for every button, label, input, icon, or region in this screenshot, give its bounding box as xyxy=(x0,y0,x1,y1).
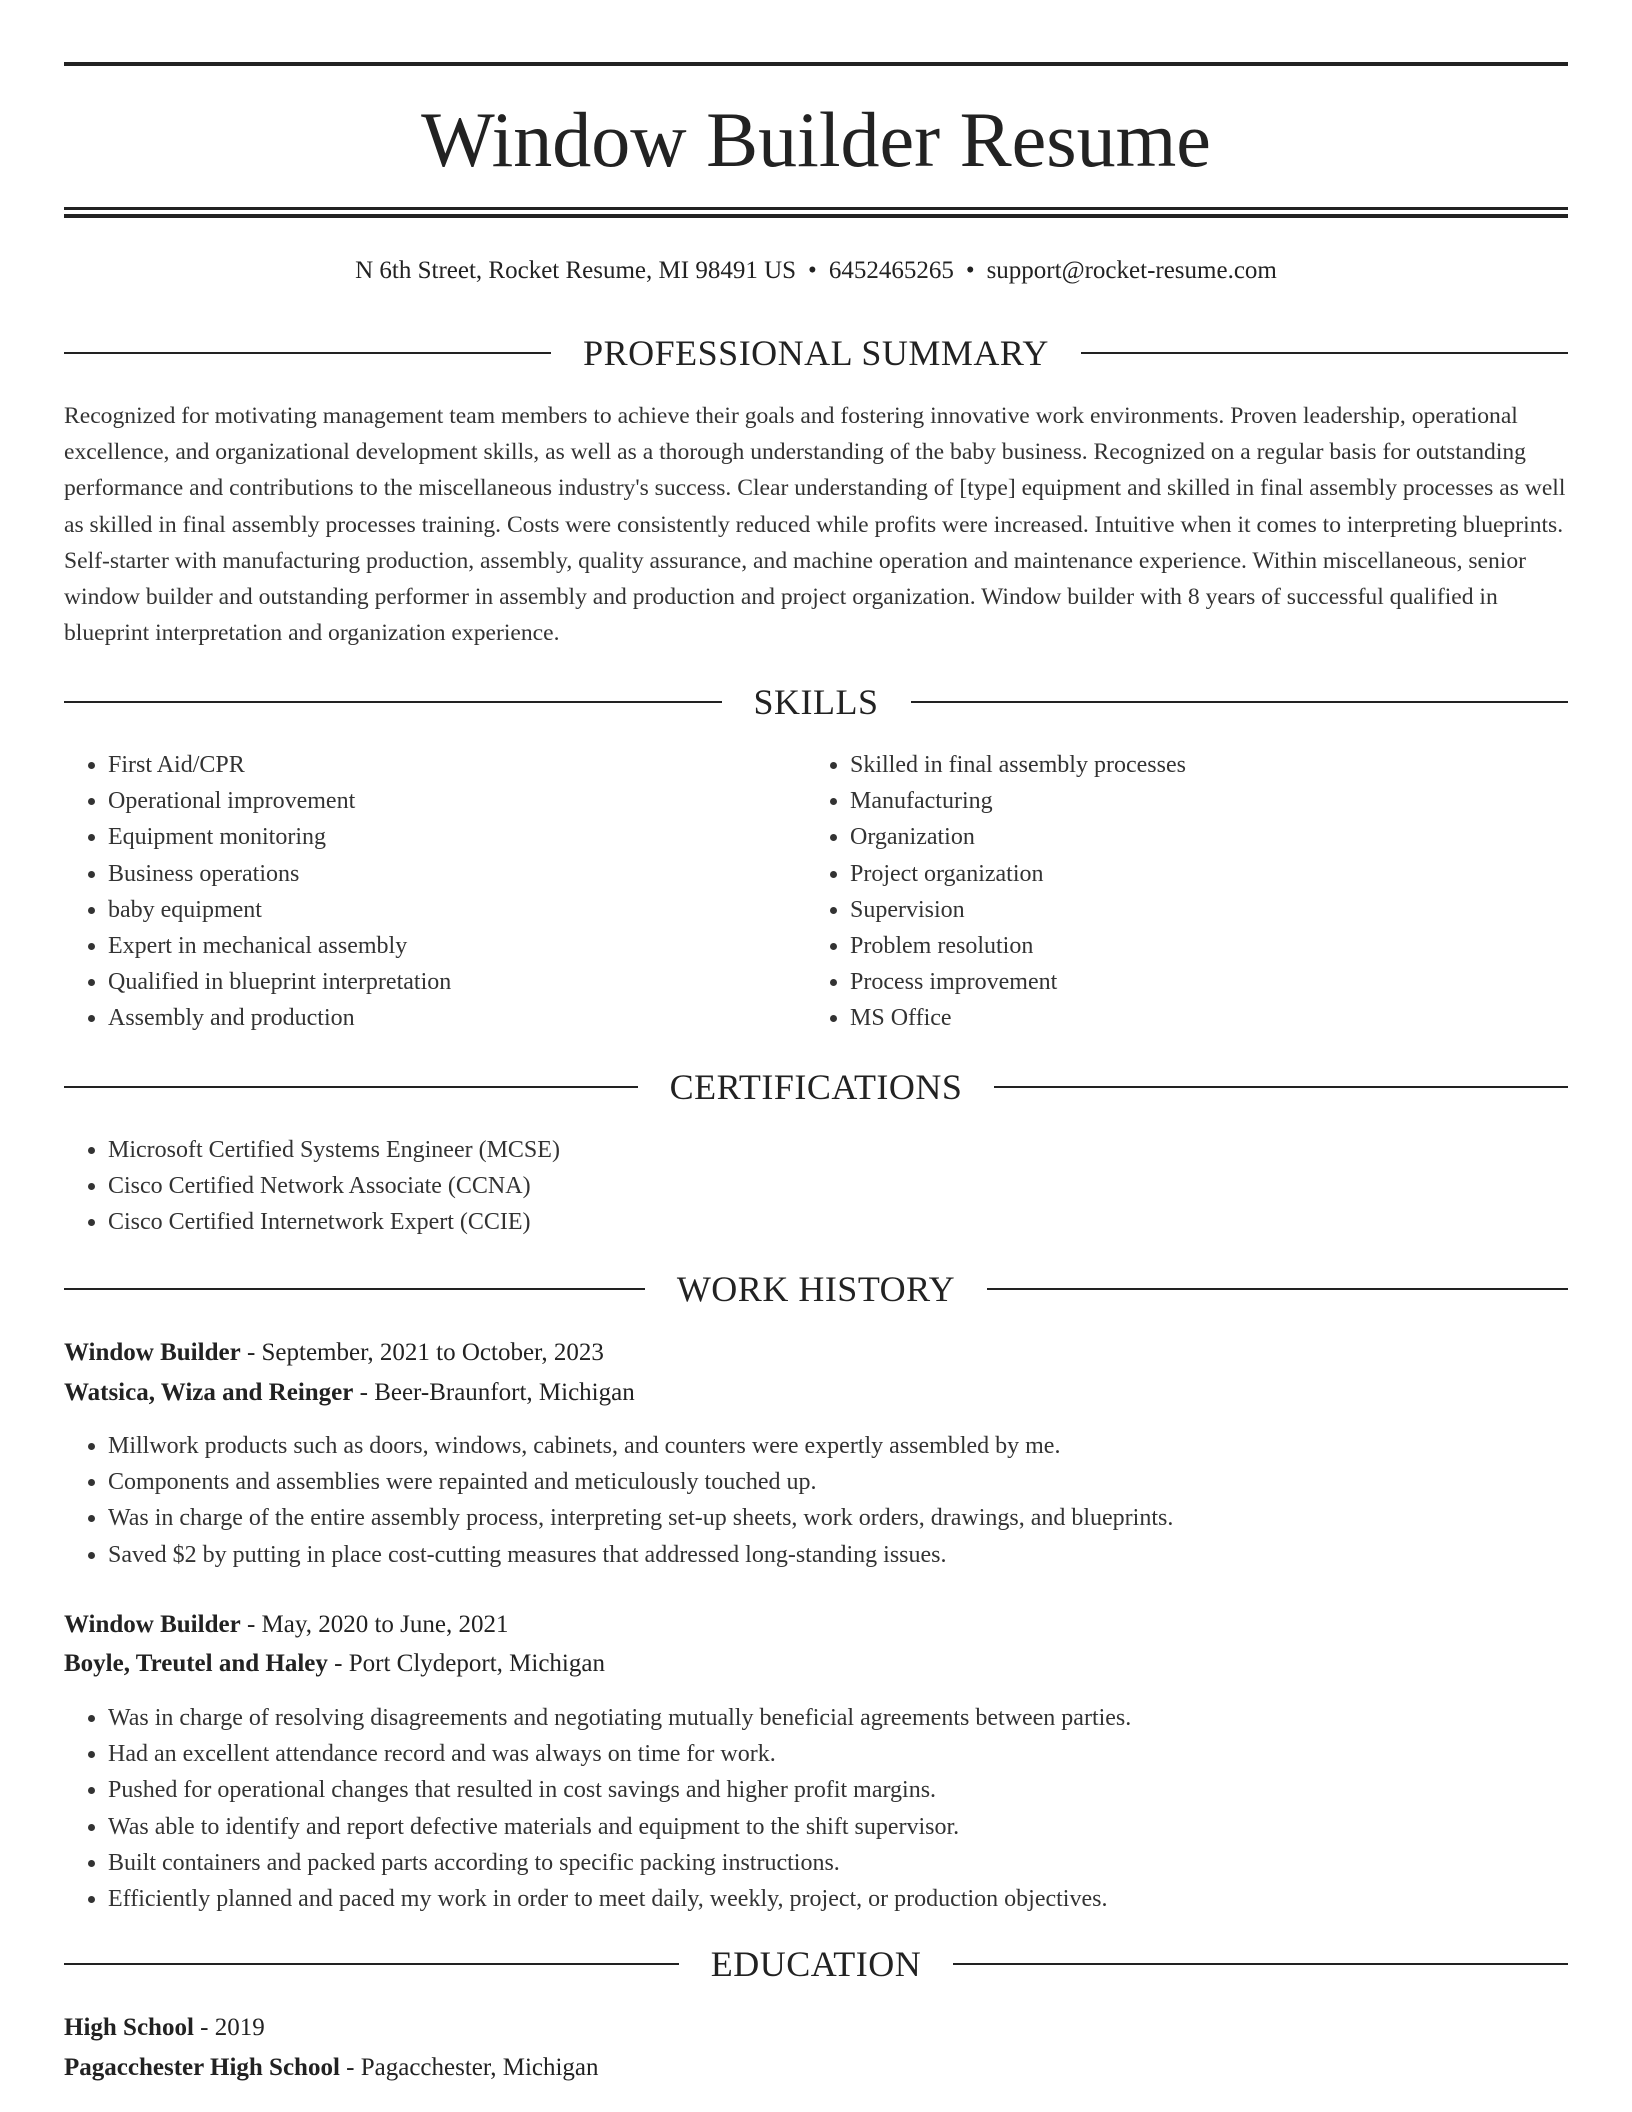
list-item: • Cisco Certified Network Associate (CCNA) xyxy=(108,1168,1568,1204)
list-item: • Was in charge of the entire assembly process, interpreting set-up sheets, work orders, drawings, and blueprints. xyxy=(108,1500,1568,1536)
list-item: • Business operations xyxy=(108,856,798,892)
job-company-line: Watsica, Wiza and Reinger - Beer-Braunfort, Michigan xyxy=(64,1379,635,1406)
list-item: • Had an excellent attendance record and was always on time for work. xyxy=(108,1736,1568,1772)
list-item: • Assembly and production xyxy=(108,1000,798,1036)
section-rule xyxy=(994,1086,1568,1088)
list-item: • Was in charge of resolving disagreements and negotiating mutually beneficial agreements between parties. xyxy=(108,1700,1568,1736)
job-title: Window Builder xyxy=(64,1611,241,1638)
section-rule xyxy=(953,1963,1568,1965)
job-dates: May, 2020 to June, 2021 xyxy=(261,1611,509,1638)
job-title: Window Builder xyxy=(64,1339,241,1366)
list-item: • Process improvement xyxy=(850,964,1550,1000)
section-rule xyxy=(64,1086,638,1088)
resume-title: Window Builder Resume xyxy=(421,96,1211,183)
list-item: • Components and assemblies were repainted and meticulously touched up. xyxy=(108,1464,1568,1500)
list-item: • Efficiently planned and paced my work in order to meet daily, weekly, project, or production objectives. xyxy=(108,1881,1568,1917)
contact-separator: • xyxy=(808,257,817,284)
job-location: Port Clydeport, Michigan xyxy=(348,1650,605,1677)
list-item: • Saved $2 by putting in place cost-cutting measures that addressed long-standing issues. xyxy=(108,1537,1568,1573)
skills-heading: SKILLS xyxy=(753,682,879,722)
job-bullets xyxy=(64,1700,1568,1917)
contact-separator: • xyxy=(965,257,975,284)
top-rule xyxy=(64,62,1568,66)
skills-list-right xyxy=(806,747,1550,1037)
job-company: Watsica, Wiza and Reinger xyxy=(64,1379,354,1406)
job-location: Beer-Braunfort, Michigan xyxy=(374,1379,635,1406)
list-item: • Was able to identify and report defective materials and equipment to the shift supervisor. xyxy=(108,1809,1568,1845)
certifications-heading: CERTIFICATIONS xyxy=(669,1067,963,1107)
contact-phone: 6452465265 xyxy=(828,257,954,284)
work-history-section-header xyxy=(64,1267,1568,1311)
job-bullets xyxy=(64,1428,1568,1573)
job-title-line: Window Builder - September, 2021 to October, 2023 xyxy=(64,1339,604,1366)
section-rule xyxy=(64,1963,679,1965)
summary-heading: PROFESSIONAL SUMMARY xyxy=(583,333,1049,373)
list-item: • baby equipment xyxy=(108,892,798,928)
job-dates: September, 2021 to October, 2023 xyxy=(261,1339,604,1366)
section-rule xyxy=(64,701,722,703)
job-title-line: Window Builder - May, 2020 to June, 2021 xyxy=(64,1611,509,1638)
education-school: Pagacchester High School xyxy=(64,2054,340,2081)
list-item: • Organization xyxy=(850,819,1550,855)
list-item: • Equipment monitoring xyxy=(108,819,798,855)
section-rule xyxy=(911,701,1569,703)
job-company: Boyle, Treutel and Haley xyxy=(64,1650,328,1677)
contact-line xyxy=(64,254,1568,288)
list-item: • MS Office xyxy=(850,1000,1550,1036)
education-degree-line: High School - 2019 xyxy=(64,2014,265,2041)
education-section-header xyxy=(64,1942,1568,1986)
title-double-rule xyxy=(64,207,1568,218)
certifications-section-header xyxy=(64,1065,1568,1109)
list-item: • Qualified in blueprint interpretation xyxy=(108,964,798,1000)
list-item: • Supervision xyxy=(850,892,1550,928)
list-item: • Microsoft Certified Systems Engineer (MCSE) xyxy=(108,1132,1568,1168)
section-rule xyxy=(64,352,551,354)
contact-email: support@rocket-resume.com xyxy=(986,257,1277,284)
job-company-line: Boyle, Treutel and Haley - Port Clydeport, Michigan xyxy=(64,1650,605,1677)
list-item: • Cisco Certified Internetwork Expert (CCIE) xyxy=(108,1204,1568,1240)
education-heading: EDUCATION xyxy=(710,1944,922,1984)
list-item: • Pushed for operational changes that resulted in cost savings and higher profit margins. xyxy=(108,1772,1568,1808)
skills-list-left xyxy=(64,747,798,1037)
education-location: Pagacchester, Michigan xyxy=(360,2054,599,2081)
list-item: • Millwork products such as doors, windows, cabinets, and counters were expertly assembled by me. xyxy=(108,1428,1568,1464)
certifications-list xyxy=(64,1132,1568,1241)
contact-address: N 6th Street, Rocket Resume, MI 98491 US xyxy=(355,257,797,284)
list-item: • First Aid/CPR xyxy=(108,747,798,783)
list-item: • Built containers and packed parts according to specific packing instructions. xyxy=(108,1845,1568,1881)
education-degree: High School xyxy=(64,2014,194,2041)
education-school-line: Pagacchester High School - Pagacchester, Michigan xyxy=(64,2054,599,2081)
list-item: • Operational improvement xyxy=(108,783,798,819)
summary-section-header xyxy=(64,331,1568,375)
work-history-heading: WORK HISTORY xyxy=(676,1269,956,1309)
section-rule xyxy=(64,1288,645,1290)
list-item: • Manufacturing xyxy=(850,783,1550,819)
education-year: 2019 xyxy=(214,2014,265,2041)
list-item: • Skilled in final assembly processes xyxy=(850,747,1550,783)
list-item: • Problem resolution xyxy=(850,928,1550,964)
summary-text: Recognized for motivating management team members to achieve their goals and fostering innovative work environments. Proven leadership, operational excellence, and organizational development skills, as well as a thorough understanding of the baby business. Recognized on a regular basis for outstanding performance and contributions to the miscellaneous industry's success. Clear understanding of [type] equipment and skilled in final assembly processes as well as skilled in final assembly processes training. Costs were consistently reduced while profits were increased. Intuitive when it comes to interpreting blueprints. Self-starter with manufacturing production, assembly, quality assurance, and machine operation and maintenance experience. Within miscellaneous, senior window builder and outstanding performer in assembly and production and project organization. Window builder with 8 years of successful qualified in blueprint interpretation and organization experience. xyxy=(64,403,1566,647)
section-rule xyxy=(987,1288,1568,1290)
section-rule xyxy=(1081,352,1568,354)
list-item: • Expert in mechanical assembly xyxy=(108,928,798,964)
skills-section-header xyxy=(64,680,1568,724)
list-item: • Project organization xyxy=(850,856,1550,892)
